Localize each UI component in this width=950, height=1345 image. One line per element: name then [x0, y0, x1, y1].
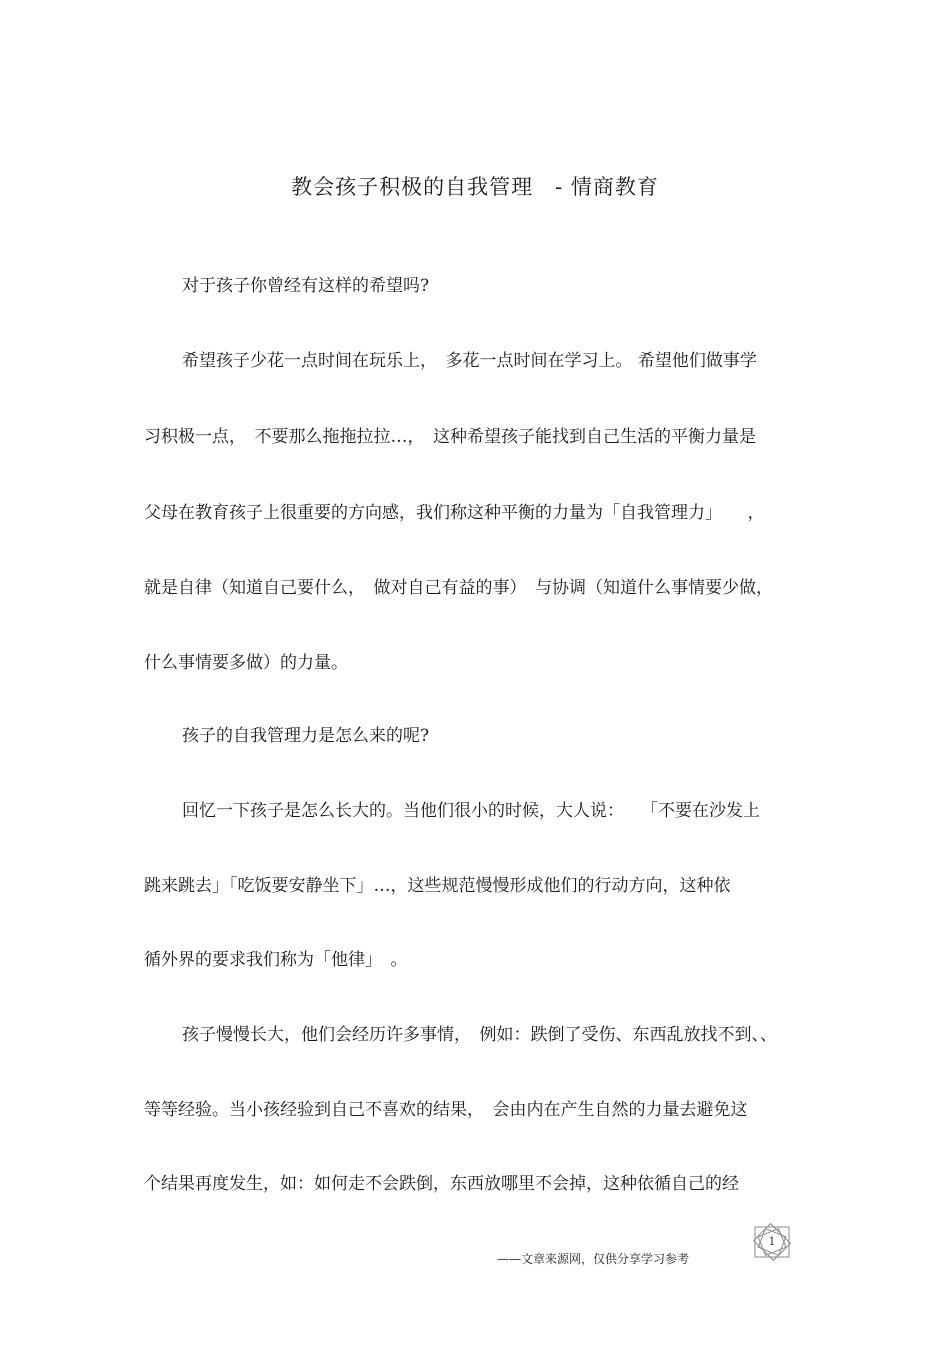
paragraph-line: 对于孩子你曾经有这样的希望吗?: [182, 276, 430, 296]
paragraph-line: 父母在教育孩子上很重要的方向感，我们称这种平衡的力量为「自我管理力」 ，: [144, 503, 765, 523]
page-number: 1: [768, 1235, 776, 1248]
paragraph-line: 循外界的要求我们称为「他律」 。: [144, 950, 408, 970]
paragraph-line: 习积极一点， 不要那么拖拖拉拉…， 这种希望孩子能找到自己生活的平衡力量是: [144, 427, 756, 447]
paragraph-line: 孩子慢慢长大，他们会经历许多事情， 例如：跌倒了受伤、东西乱放找不到、、: [182, 1025, 777, 1045]
document-title: 教会孩子积极的自我管理 - 情商教育: [291, 175, 659, 199]
paragraph-line: 等等经验。当小孩经验到自己不喜欢的结果， 会由内在产生自然的力量去避免这: [144, 1100, 748, 1120]
paragraph-line: 就是自律（知道自己要什么， 做对自己有益的事） 与协调（知道什么事情要少做，: [144, 578, 773, 598]
paragraph-line: 跳来跳去」「吃饭要安静坐下」…，这些规范慢慢形成他们的行动方向，这种依: [144, 876, 731, 896]
footer-source-note: ——文章来源网，仅供分享学习参考: [497, 1252, 690, 1266]
paragraph-line: 什么事情要多做）的力量。: [144, 653, 348, 673]
paragraph-line: 回忆一下孩子是怎么长大的。当他们很小的时候，大人说： 「不要在沙发上: [182, 801, 760, 821]
paragraph-line: 个结果再度发生，如：如何走不会跌倒，东西放哪里不会掉，这种依循自己的经: [144, 1174, 739, 1194]
paragraph-line: 希望孩子少花一点时间在玩乐上， 多花一点时间在学习上。 希望他们做事学: [182, 351, 757, 371]
paragraph-line: 孩子的自我管理力是怎么来的呢?: [182, 726, 430, 746]
